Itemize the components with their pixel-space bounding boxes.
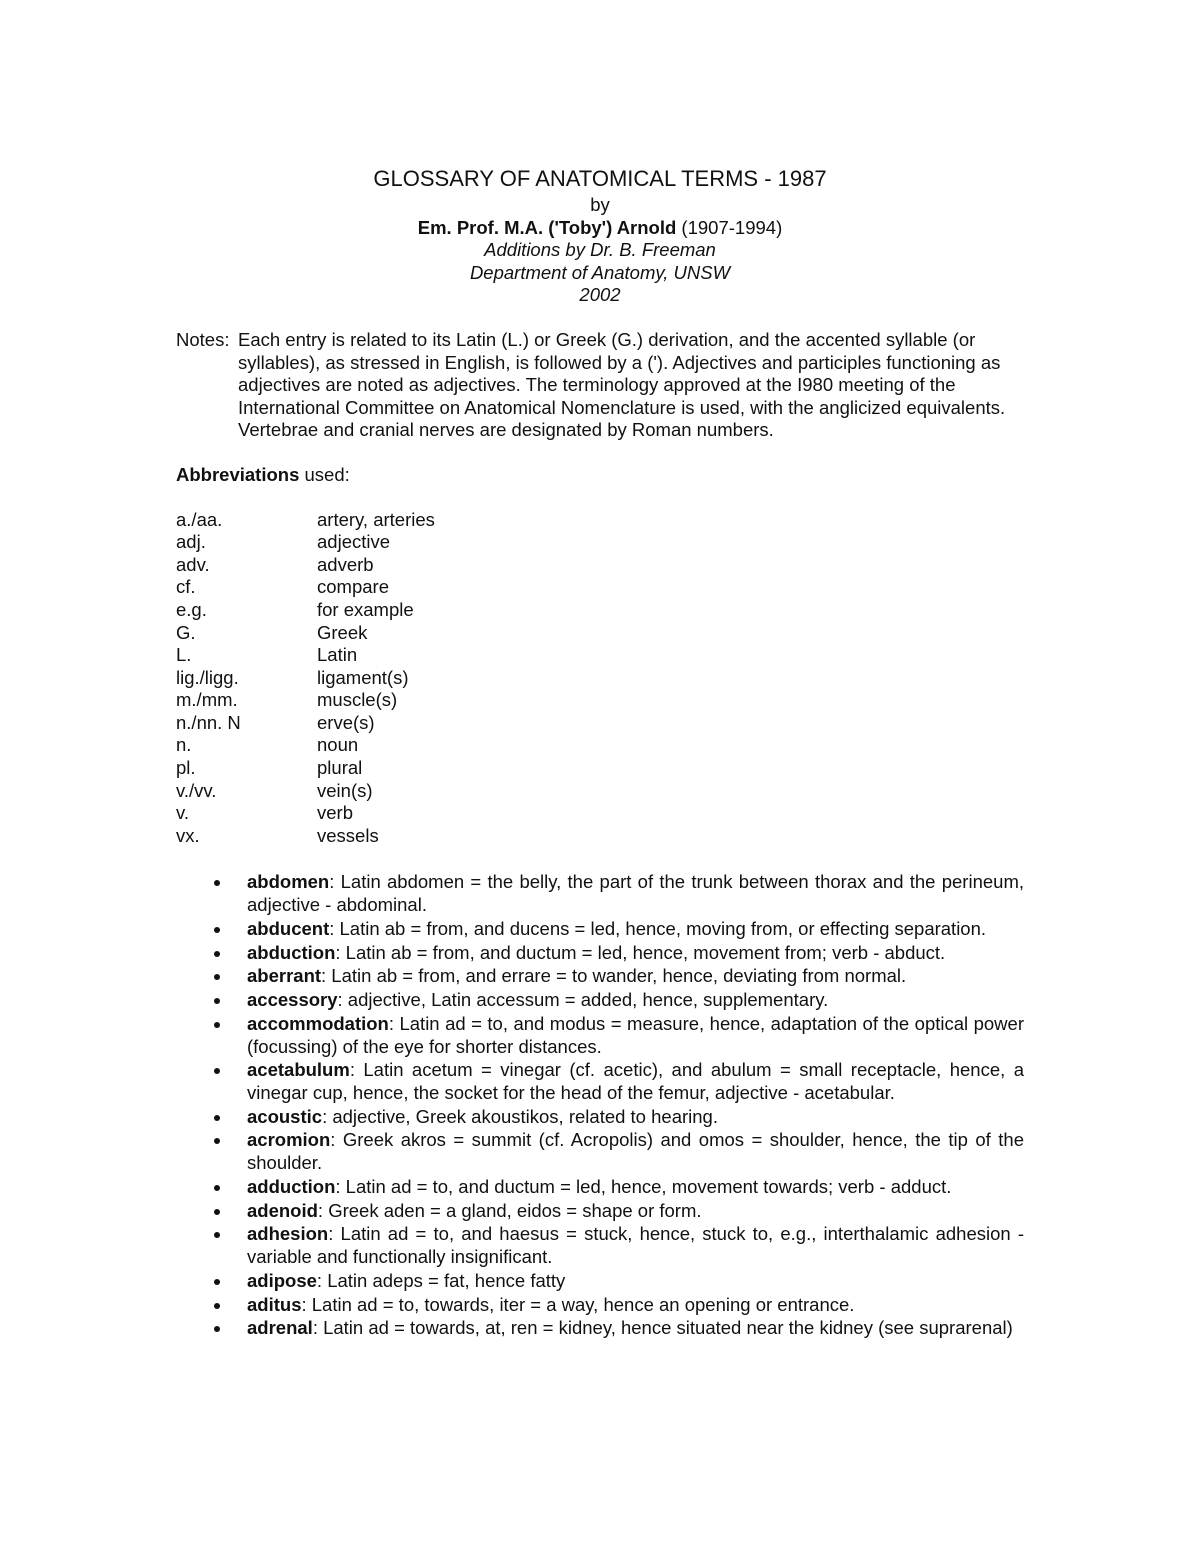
glossary-definition: : Latin ab = from, and errare = to wander, hence, deviating from normal.: [321, 965, 907, 987]
glossary-entry-text: [247, 871, 1024, 916]
abbreviation-row: [176, 667, 1024, 690]
bullet-icon: [176, 1059, 247, 1104]
glossary-term: aberrant: [247, 965, 322, 987]
bullet-dot: [214, 927, 220, 933]
abbreviation-key: n.: [176, 734, 192, 756]
glossary-term: adipose: [247, 1269, 317, 1291]
glossary-entry: [176, 1270, 1024, 1293]
abbreviation-meaning: erve(s): [317, 711, 375, 733]
abbreviation-key: m./mm.: [176, 689, 238, 711]
glossary-definition: : Latin abdomen = the belly, the part of the trunk between thorax and the perineum, adjective - abdominal.: [247, 871, 1024, 916]
bullet-dot: [214, 1279, 220, 1285]
abbreviation-meaning: compare: [317, 576, 389, 598]
abbreviation-row: [176, 644, 1024, 667]
glossary-entry: [176, 1176, 1024, 1199]
abbreviations-heading: [176, 464, 1024, 487]
glossary-entry: [176, 1129, 1024, 1174]
bullet-dot: [214, 1185, 220, 1191]
author-dates: (1907-1994): [676, 216, 783, 238]
glossary-definition: : Latin acetum = vinegar (cf. acetic), and abulum = small receptacle, hence, a vinegar cup, hence, the socket for the head of the femur, adjective - acetabular.: [247, 1059, 1024, 1103]
abbreviation-row: [176, 622, 1024, 645]
author-line: [176, 217, 1024, 240]
glossary-entry: [176, 1317, 1024, 1340]
glossary-definition: : Latin ad = to, and ductum = led, hence, movement towards; verb - adduct.: [335, 1175, 952, 1197]
abbreviation-key: a./aa.: [176, 508, 223, 530]
glossary-entry-text: [247, 1200, 1024, 1223]
bullet-dot: [214, 1303, 220, 1309]
abbreviation-meaning: verb: [317, 802, 353, 824]
abbreviation-meaning: vessels: [317, 824, 379, 846]
bullet-dot: [214, 1232, 220, 1238]
glossary-entry-text: [247, 1294, 1024, 1317]
glossary-definition: : Latin ab = from, and ductum = led, hence, movement from; verb - abduct.: [335, 941, 946, 963]
glossary-entry: [176, 1294, 1024, 1317]
bullet-dot: [214, 974, 220, 980]
glossary-entry: [176, 1223, 1024, 1268]
abbreviation-row: [176, 509, 1024, 532]
bullet-dot: [214, 880, 220, 886]
abbreviation-row: [176, 825, 1024, 848]
abbreviation-meaning: noun: [317, 734, 359, 756]
abbreviation-key: vx.: [176, 824, 200, 846]
glossary-term: adrenal: [247, 1317, 313, 1339]
glossary-term: adduction: [247, 1175, 336, 1197]
bullet-icon: [176, 1176, 247, 1199]
abbreviation-row: [176, 780, 1024, 803]
bullet-dot: [214, 1115, 220, 1121]
abbreviations-table: [176, 509, 1024, 848]
glossary-entry-text: [247, 1013, 1024, 1058]
abbreviation-meaning: adjective: [317, 531, 391, 553]
abbreviation-row: [176, 689, 1024, 712]
glossary-entry-text: [247, 965, 1024, 988]
abbreviation-row: [176, 734, 1024, 757]
bullet-icon: [176, 1106, 247, 1129]
bullet-dot: [214, 1138, 220, 1144]
glossary-entry: [176, 1106, 1024, 1129]
bullet-icon: [176, 965, 247, 988]
glossary-entry: [176, 1059, 1024, 1104]
year-line: 2002: [579, 284, 621, 306]
glossary-term: acoustic: [247, 1105, 323, 1127]
glossary-term: acetabulum: [247, 1059, 350, 1081]
bullet-icon: [176, 1013, 247, 1058]
glossary-definition: : Latin ad = to, towards, iter = a way, hence an opening or entrance.: [301, 1293, 855, 1315]
glossary-definition: : Latin ad = to, and haesus = stuck, hence, stuck to, e.g., interthalamic adhesion - variable and functionally insignificant.: [247, 1223, 1024, 1267]
abbreviation-meaning: for example: [317, 598, 414, 620]
glossary-definition: : Greek aden = a gland, eidos = shape or form.: [317, 1199, 702, 1221]
bullet-dot: [214, 1326, 220, 1332]
abbreviation-meaning: artery, arteries: [317, 508, 435, 530]
bullet-icon: [176, 1223, 247, 1268]
glossary-entry-text: [247, 989, 1024, 1012]
glossary-entry: [176, 965, 1024, 988]
abbreviation-row: [176, 712, 1024, 735]
document-title: GLOSSARY OF ANATOMICAL TERMS - 1987: [373, 166, 827, 191]
bullet-dot: [214, 951, 220, 957]
glossary-definition: : adjective, Greek akoustikos, related to hearing.: [322, 1105, 718, 1127]
glossary-term: abducent: [247, 917, 330, 939]
glossary-entry: [176, 1200, 1024, 1223]
glossary-entry-text: [247, 918, 1024, 941]
notes-text: Each entry is related to its Latin (L.) or Greek (G.) derivation, and the accented syllable (or syllables), as stressed in English, is followed by a ('). Adjectives and participles functioning as adjectives are noted as adjectives. The terminology approved at the I980 meeting of the International Committee on Anatomical Nomenclature is used, with the anglicized equivalents. Vertebrae and cranial nerves are designated by Roman numbers.: [238, 328, 1006, 441]
glossary-definition: : Greek akros = summit (cf. Acropolis) and omos = shoulder, hence, the tip of the shoulder.: [247, 1129, 1024, 1174]
abbreviation-row: [176, 531, 1024, 554]
glossary-entry-text: [247, 1176, 1024, 1199]
glossary-entry: [176, 942, 1024, 965]
abbreviations-heading-bold: Abbreviations: [176, 463, 300, 485]
glossary-entry: [176, 871, 1024, 916]
glossary-term: adhesion: [247, 1223, 329, 1245]
abbreviation-meaning: adverb: [317, 553, 374, 575]
glossary-entry-text: [247, 1059, 1024, 1104]
abbreviation-meaning: Latin: [317, 644, 358, 666]
glossary-entry-text: [247, 1270, 1024, 1293]
additions-line: Additions by Dr. B. Freeman: [484, 239, 716, 261]
glossary-entry: [176, 1013, 1024, 1058]
glossary-entry-text: [247, 1223, 1024, 1268]
glossary-list: [176, 871, 1024, 1340]
bullet-icon: [176, 871, 247, 916]
abbreviation-key: cf.: [176, 576, 196, 598]
abbreviation-key: pl.: [176, 757, 196, 779]
glossary-term: aditus: [247, 1293, 302, 1315]
bullet-dot: [214, 1022, 220, 1028]
bullet-dot: [214, 1209, 220, 1215]
abbreviation-meaning: ligament(s): [317, 666, 409, 688]
by-line: by: [590, 194, 610, 215]
abbreviation-row: [176, 599, 1024, 622]
abbreviation-row: [176, 802, 1024, 825]
glossary-definition: : Latin ad = towards, at, ren = kidney, hence situated near the kidney (see suprarenal): [312, 1317, 1013, 1339]
abbreviation-key: adj.: [176, 531, 206, 553]
abbreviation-key: G.: [176, 621, 196, 643]
department-line: Department of Anatomy, UNSW: [469, 261, 731, 283]
glossary-entry-text: [247, 942, 1024, 965]
glossary-term: accessory: [247, 989, 338, 1011]
abbreviation-row: [176, 554, 1024, 577]
bullet-icon: [176, 942, 247, 965]
document-header: [176, 164, 1024, 307]
abbreviation-key: n./nn. N: [176, 711, 241, 733]
glossary-entry-text: [247, 1106, 1024, 1129]
notes-section: [176, 329, 1024, 442]
bullet-icon: [176, 1129, 247, 1174]
abbreviation-key: e.g.: [176, 598, 207, 620]
glossary-term: accommodation: [247, 1012, 389, 1034]
abbreviation-key: lig./ligg.: [176, 666, 239, 688]
abbreviations-heading-rest: used:: [299, 463, 350, 485]
abbreviation-key: L.: [176, 644, 192, 666]
glossary-definition: : adjective, Latin accessum = added, hence, supplementary.: [337, 989, 829, 1011]
glossary-entry-text: [247, 1129, 1024, 1174]
glossary-definition: : Latin ab = from, and ducens = led, hence, moving from, or effecting separation.: [329, 917, 987, 939]
bullet-icon: [176, 989, 247, 1012]
document-page: [176, 164, 1024, 1358]
notes-label: Notes:: [176, 328, 230, 350]
bullet-icon: [176, 918, 247, 941]
abbreviation-row: [176, 576, 1024, 599]
glossary-entry: [176, 918, 1024, 941]
bullet-dot: [214, 1068, 220, 1074]
bullet-icon: [176, 1200, 247, 1223]
bullet-icon: [176, 1317, 247, 1340]
glossary-term: adenoid: [247, 1199, 318, 1221]
abbreviation-meaning: muscle(s): [317, 689, 398, 711]
bullet-icon: [176, 1294, 247, 1317]
glossary-entry-text: [247, 1317, 1024, 1340]
glossary-entry: [176, 989, 1024, 1012]
abbreviation-key: v.: [176, 802, 190, 824]
glossary-term: abdomen: [247, 871, 330, 893]
abbreviation-row: [176, 757, 1024, 780]
abbreviation-key: adv.: [176, 553, 210, 575]
abbreviation-meaning: vein(s): [317, 779, 373, 801]
abbreviation-meaning: plural: [317, 757, 363, 779]
glossary-term: acromion: [247, 1129, 331, 1151]
bullet-icon: [176, 1270, 247, 1293]
abbreviation-meaning: Greek: [317, 621, 368, 643]
glossary-definition: : Latin adeps = fat, hence fatty: [316, 1269, 566, 1291]
author-name: Em. Prof. M.A. ('Toby') Arnold: [417, 216, 677, 238]
bullet-dot: [214, 998, 220, 1004]
glossary-term: abduction: [247, 941, 336, 963]
glossary-definition: : Latin ad = to, and modus = measure, hence, adaptation of the optical power (focussing) of the eye for shorter distances.: [247, 1012, 1024, 1057]
abbreviation-key: v./vv.: [176, 779, 217, 801]
